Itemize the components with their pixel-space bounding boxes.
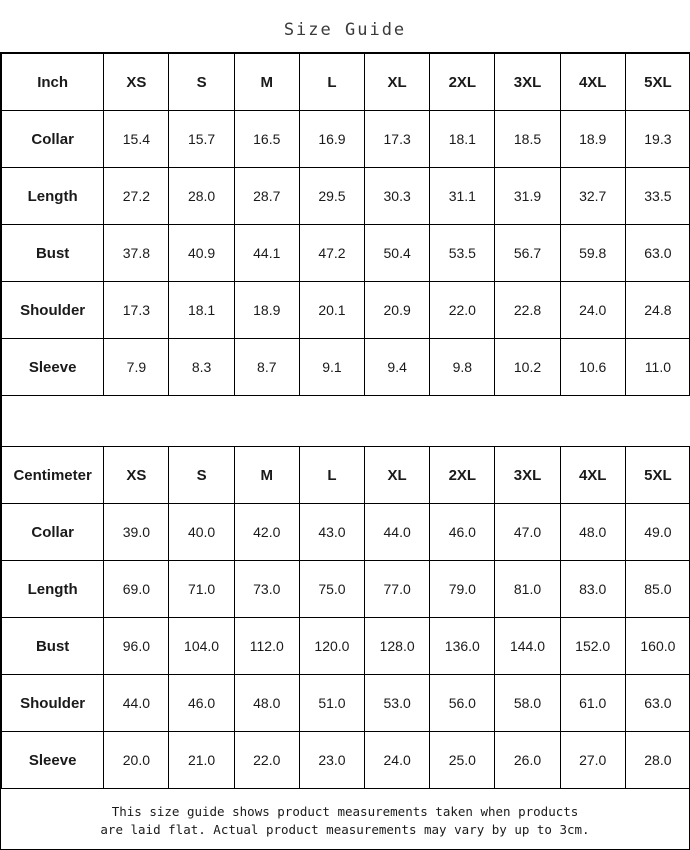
table-row bbox=[2, 339, 690, 396]
cell-value: 46.0 bbox=[169, 675, 234, 732]
cell-value: 16.5 bbox=[234, 111, 299, 168]
size-header-xl: XL bbox=[365, 54, 430, 111]
row-label: Bust bbox=[2, 225, 104, 282]
cell-value: 18.1 bbox=[430, 111, 495, 168]
cell-value: 24.0 bbox=[365, 732, 430, 789]
size-guide-body bbox=[0, 52, 690, 850]
cell-value: 83.0 bbox=[560, 561, 625, 618]
cell-value: 9.8 bbox=[430, 339, 495, 396]
cell-value: 11.0 bbox=[625, 339, 690, 396]
cell-value: 112.0 bbox=[234, 618, 299, 675]
row-label: Shoulder bbox=[2, 282, 104, 339]
row-label: Length bbox=[2, 168, 104, 225]
cell-value: 32.7 bbox=[560, 168, 625, 225]
cell-value: 73.0 bbox=[234, 561, 299, 618]
cell-value: 21.0 bbox=[169, 732, 234, 789]
cell-value: 28.0 bbox=[169, 168, 234, 225]
inch-size-table bbox=[1, 53, 690, 396]
cell-value: 22.0 bbox=[430, 282, 495, 339]
cell-value: 61.0 bbox=[560, 675, 625, 732]
cell-value: 9.4 bbox=[365, 339, 430, 396]
cell-value: 15.4 bbox=[104, 111, 169, 168]
size-header-2xl: 2XL bbox=[430, 54, 495, 111]
size-header-3xl: 3XL bbox=[495, 54, 560, 111]
unit-header-inch: Inch bbox=[2, 54, 104, 111]
cell-value: 16.9 bbox=[299, 111, 364, 168]
size-header-l: L bbox=[299, 54, 364, 111]
size-header-2xl: 2XL bbox=[430, 447, 495, 504]
cell-value: 43.0 bbox=[299, 504, 364, 561]
cell-value: 26.0 bbox=[495, 732, 560, 789]
row-label: Collar bbox=[2, 504, 104, 561]
cell-value: 23.0 bbox=[299, 732, 364, 789]
cell-value: 18.5 bbox=[495, 111, 560, 168]
cell-value: 77.0 bbox=[365, 561, 430, 618]
row-label: Bust bbox=[2, 618, 104, 675]
size-header-5xl: 5XL bbox=[625, 447, 690, 504]
cell-value: 22.0 bbox=[234, 732, 299, 789]
cell-value: 96.0 bbox=[104, 618, 169, 675]
cell-value: 48.0 bbox=[234, 675, 299, 732]
row-label: Sleeve bbox=[2, 339, 104, 396]
cell-value: 63.0 bbox=[625, 225, 690, 282]
table-header-row bbox=[2, 54, 690, 111]
cell-value: 47.0 bbox=[495, 504, 560, 561]
cell-value: 8.3 bbox=[169, 339, 234, 396]
cell-value: 136.0 bbox=[430, 618, 495, 675]
table-row bbox=[2, 168, 690, 225]
row-label: Shoulder bbox=[2, 675, 104, 732]
centimeter-size-table bbox=[1, 446, 690, 789]
cell-value: 17.3 bbox=[365, 111, 430, 168]
cell-value: 81.0 bbox=[495, 561, 560, 618]
cell-value: 120.0 bbox=[299, 618, 364, 675]
cell-value: 37.8 bbox=[104, 225, 169, 282]
size-header-4xl: 4XL bbox=[560, 54, 625, 111]
cell-value: 24.8 bbox=[625, 282, 690, 339]
footer-note-line-2: are laid flat. Actual product measurements may vary by up to 3cm. bbox=[31, 821, 659, 839]
cell-value: 7.9 bbox=[104, 339, 169, 396]
cell-value: 8.7 bbox=[234, 339, 299, 396]
cell-value: 46.0 bbox=[430, 504, 495, 561]
cell-value: 53.5 bbox=[430, 225, 495, 282]
table-row bbox=[2, 282, 690, 339]
cell-value: 58.0 bbox=[495, 675, 560, 732]
cell-value: 18.9 bbox=[560, 111, 625, 168]
cell-value: 69.0 bbox=[104, 561, 169, 618]
cell-value: 22.8 bbox=[495, 282, 560, 339]
cell-value: 75.0 bbox=[299, 561, 364, 618]
cell-value: 50.4 bbox=[365, 225, 430, 282]
cell-value: 128.0 bbox=[365, 618, 430, 675]
cell-value: 51.0 bbox=[299, 675, 364, 732]
footer-note-line-1: This size guide shows product measurements taken when products bbox=[31, 803, 659, 821]
cell-value: 44.0 bbox=[104, 675, 169, 732]
cell-value: 44.0 bbox=[365, 504, 430, 561]
cell-value: 44.1 bbox=[234, 225, 299, 282]
cell-value: 15.7 bbox=[169, 111, 234, 168]
cell-value: 18.1 bbox=[169, 282, 234, 339]
cell-value: 28.0 bbox=[625, 732, 690, 789]
cell-value: 9.1 bbox=[299, 339, 364, 396]
size-header-4xl: 4XL bbox=[560, 447, 625, 504]
cell-value: 63.0 bbox=[625, 675, 690, 732]
cell-value: 152.0 bbox=[560, 618, 625, 675]
cell-value: 27.0 bbox=[560, 732, 625, 789]
table-row bbox=[2, 561, 690, 618]
cell-value: 59.8 bbox=[560, 225, 625, 282]
cell-value: 28.7 bbox=[234, 168, 299, 225]
size-header-l: L bbox=[299, 447, 364, 504]
cell-value: 24.0 bbox=[560, 282, 625, 339]
size-header-m: M bbox=[234, 54, 299, 111]
cell-value: 39.0 bbox=[104, 504, 169, 561]
cell-value: 33.5 bbox=[625, 168, 690, 225]
cell-value: 56.7 bbox=[495, 225, 560, 282]
cell-value: 29.5 bbox=[299, 168, 364, 225]
cell-value: 20.1 bbox=[299, 282, 364, 339]
cell-value: 27.2 bbox=[104, 168, 169, 225]
cell-value: 49.0 bbox=[625, 504, 690, 561]
cell-value: 40.9 bbox=[169, 225, 234, 282]
cell-value: 42.0 bbox=[234, 504, 299, 561]
table-header-row bbox=[2, 447, 690, 504]
row-label: Sleeve bbox=[2, 732, 104, 789]
cell-value: 160.0 bbox=[625, 618, 690, 675]
cell-value: 20.0 bbox=[104, 732, 169, 789]
table-row bbox=[2, 618, 690, 675]
cell-value: 144.0 bbox=[495, 618, 560, 675]
size-header-s: S bbox=[169, 447, 234, 504]
cell-value: 48.0 bbox=[560, 504, 625, 561]
cell-value: 47.2 bbox=[299, 225, 364, 282]
size-header-xs: XS bbox=[104, 447, 169, 504]
cell-value: 71.0 bbox=[169, 561, 234, 618]
page-title: Size Guide bbox=[0, 0, 690, 52]
cell-value: 31.1 bbox=[430, 168, 495, 225]
cell-value: 19.3 bbox=[625, 111, 690, 168]
size-header-m: M bbox=[234, 447, 299, 504]
cell-value: 79.0 bbox=[430, 561, 495, 618]
size-header-s: S bbox=[169, 54, 234, 111]
row-label: Collar bbox=[2, 111, 104, 168]
cell-value: 31.9 bbox=[495, 168, 560, 225]
cell-value: 104.0 bbox=[169, 618, 234, 675]
cell-value: 30.3 bbox=[365, 168, 430, 225]
size-header-xs: XS bbox=[104, 54, 169, 111]
table-separator bbox=[1, 396, 690, 446]
cell-value: 25.0 bbox=[430, 732, 495, 789]
table-row bbox=[2, 225, 690, 282]
cell-value: 10.2 bbox=[495, 339, 560, 396]
cell-value: 17.3 bbox=[104, 282, 169, 339]
size-header-5xl: 5XL bbox=[625, 54, 690, 111]
cell-value: 56.0 bbox=[430, 675, 495, 732]
cell-value: 40.0 bbox=[169, 504, 234, 561]
table-row bbox=[2, 732, 690, 789]
cell-value: 10.6 bbox=[560, 339, 625, 396]
size-header-3xl: 3XL bbox=[495, 447, 560, 504]
table-row bbox=[2, 111, 690, 168]
size-header-xl: XL bbox=[365, 447, 430, 504]
unit-header-centimeter: Centimeter bbox=[2, 447, 104, 504]
cell-value: 18.9 bbox=[234, 282, 299, 339]
row-label: Length bbox=[2, 561, 104, 618]
cell-value: 20.9 bbox=[365, 282, 430, 339]
cell-value: 53.0 bbox=[365, 675, 430, 732]
table-row bbox=[2, 675, 690, 732]
cell-value: 85.0 bbox=[625, 561, 690, 618]
table-row bbox=[2, 504, 690, 561]
footer-note bbox=[1, 789, 689, 849]
